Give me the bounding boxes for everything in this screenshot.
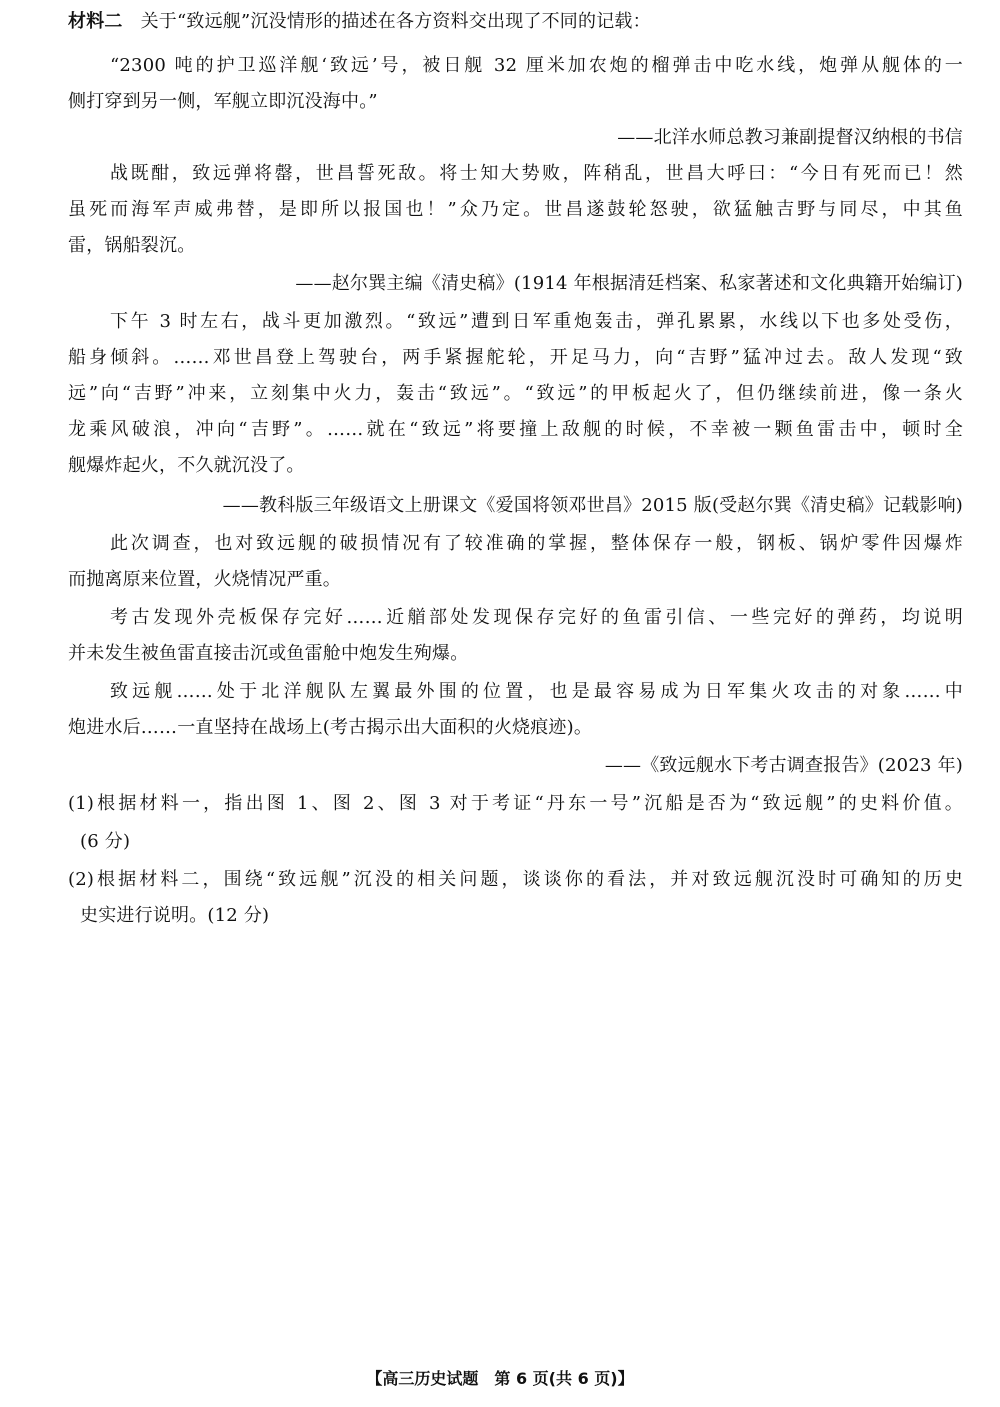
material2-label: 材料二	[68, 11, 123, 32]
source4-p2-line2: 并未发生被鱼雷直接击沉或鱼雷舱中炮发生殉爆。	[68, 643, 469, 664]
source1-line1: “2300 吨的护卫巡洋舰‘致远’号，被日舰 32 厘米加农炮的榴弹击中吃水线，炮弹从舰体的一	[110, 55, 963, 76]
source4-attribution: ——《致远舰水下考古调查报告》(2023 年)	[604, 755, 963, 776]
material2-intro: 关于“致远舰”沉没情形的描述在各方资料交出现了不同的记载：	[140, 11, 651, 32]
source3-attribution: ——教科版三年级语文上册课文《爱国将领邓世昌》2015 版(受赵尔巽《清史稿》记载影响)	[222, 495, 963, 516]
source4-p2-line1: 考古发现外壳板保存完好……近艏部处发现保存完好的鱼雷引信、一些完好的弹药，均说明	[110, 607, 963, 628]
source3-line2: 船身倾斜。……邓世昌登上驾驶台，两手紧握舵轮，开足马力，向“吉野”猛冲过去。敌人发现“致	[68, 347, 963, 368]
source2-line3: 雷，锅船裂沉。	[68, 235, 196, 256]
source3-line3: 远”向“吉野”冲来，立刻集中火力，轰击“致远”。“致远”的甲板起火了，但仍继续前进，像一条火	[68, 383, 963, 404]
source3-line4: 龙乘风破浪，冲向“吉野”。……就在“致远”将要撞上敌舰的时候，不幸被一颗鱼雷击中，顿时全	[68, 419, 963, 440]
source1-attribution: ——北洋水师总教习兼副提督汉纳根的书信	[617, 127, 963, 148]
question1-line1: (1)根据材料一，指出图 1、图 2、图 3 对于考证“丹东一号”沉船是否为“致远舰”的史料价值。	[68, 793, 963, 814]
material2-heading	[68, 10, 968, 34]
source3-line1: 下午 3 时左右，战斗更加激烈。“致远”遭到日军重炮轰击，弹孔累累，水线以下也多处受伤，	[110, 311, 963, 332]
source4-p1-line2: 而抛离原来位置，火烧情况严重。	[68, 569, 341, 590]
source4-p1-line1: 此次调查，也对致远舰的破损情况有了较准确的掌握，整体保存一般，钢板、锅炉零件因爆炸	[110, 533, 963, 554]
source2-attribution: ——赵尔巽主编《清史稿》(1914 年根据清廷档案、私家著述和文化典籍开始编订)	[295, 273, 963, 294]
source2-line1: 战既酣，致远弹将罄，世昌誓死敌。将士知大势败，阵稍乱，世昌大呼曰：“今日有死而已！然	[110, 163, 963, 184]
question1-line2: (6 分)	[80, 831, 131, 852]
source4-p3-line1: 致远舰……处于北洋舰队左翼最外围的位置，也是最容易成为日军集火攻击的对象……中	[110, 681, 963, 702]
question2-line2: 史实进行说明。(12 分)	[80, 905, 270, 926]
source4-p3-line2: 炮进水后……一直坚持在战场上(考古揭示出大面积的火烧痕迹)。	[68, 717, 593, 738]
page-footer: 【高三历史试题 第 6 页(共 6 页)】	[366, 1369, 634, 1388]
source3-line5: 舰爆炸起火，不久就沉没了。	[68, 455, 305, 476]
question2-line1: (2)根据材料二，围绕“致远舰”沉没的相关问题，谈谈你的看法，并对致远舰沉没时可确知的历史	[68, 869, 963, 890]
source1-line2: 侧打穿到另一侧，军舰立即沉没海中。”	[68, 91, 378, 112]
source2-line2: 虽死而海军声威弗替，是即所以报国也！”众乃定。世昌遂鼓轮怒驶，欲猛触吉野与同尽，中其鱼	[68, 199, 963, 220]
